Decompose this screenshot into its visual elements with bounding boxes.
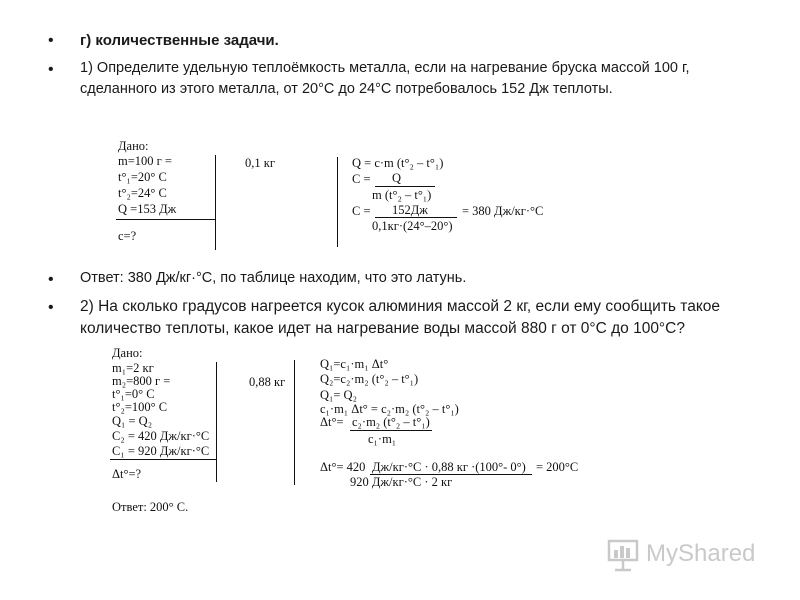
problem-2-text: 2) На сколько градусов нагреется кусок алюминия массой 2 кг, если ему сообщить такое количество теплоты, какое идет на нагревание воды массой 880 г от 0°С до 100°С? (80, 298, 721, 337)
formula-4: c₁·m₁ Δt° = c₂·m₂ (t°₂ – t°₁) (320, 402, 459, 416)
formula-6-result: = 200°С (536, 460, 579, 474)
presentation-icon (606, 536, 642, 572)
given-t2: t°₂=100° С (112, 400, 168, 414)
formula-3-result: = 380 Дж/кг·°С (462, 204, 544, 218)
formula-1: Q₁=c₁·m₁ Δt° (320, 357, 389, 371)
formula-5-den: c₁·m₁ (368, 432, 397, 446)
bullet: • (48, 271, 54, 288)
bullet: • (48, 32, 54, 49)
given-c1: C₁ = 920 Дж/кг·°С (112, 444, 210, 458)
given-t1: t°₁=20° С (118, 170, 167, 184)
formula-3: Q₁= Q₂ (320, 388, 357, 402)
bullet: • (48, 299, 54, 316)
given-t1: t°₁=0° С (112, 387, 155, 401)
formula-5-lhs: Δt°= (320, 415, 344, 429)
formula-6-num: Дж/кг·°С · 0,88 кг ·(100°- 0°) (372, 460, 526, 474)
given-m1: m₁=2 кг (112, 361, 154, 375)
given-heat-equal: Q₁ = Q₂ (112, 414, 153, 428)
formula-2: Q₂=c₂·m₂ (t°₂ – t°₁) (320, 372, 419, 386)
problem-1-text: 1) Определите удельную теплоёмкость металла, если на нагревание бруска массой 100 г, сделанного из этого металла, от 20°С до 24°С потребовалось 152 Дж теплоты. (80, 60, 690, 97)
formula-2-lhs: С = (352, 172, 371, 186)
given-c2: C₂ = 420 Дж/кг·°С (112, 429, 210, 443)
find-label: Δt°=? (112, 467, 142, 481)
given-t2: t°₂=24° С (118, 186, 167, 200)
formula-3-den: 0,1кг·(24°–20°) (372, 219, 453, 233)
given-label: Дано: (112, 346, 143, 360)
formula-2-den: m (t°₂ – t°₁) (372, 188, 432, 202)
formula-5-num: c₂·m₂ (t°₂ – t°₁) (352, 415, 430, 429)
section-heading: г) количественные задачи. (80, 32, 279, 49)
answer-2-text: Ответ: 200° С. (112, 500, 189, 514)
given-label: Дано: (118, 139, 149, 153)
formula-2-num: Q (392, 171, 402, 185)
formula-3-lhs: С = (352, 204, 371, 218)
find-label: с=? (118, 229, 137, 243)
formula-6-lhs: Δt°= 420 (320, 460, 366, 474)
myshared-logo (606, 536, 766, 572)
si-value: 0,88 кг (249, 375, 286, 389)
formula-6-den: 920 Дж/кг·°С · 2 кг (350, 475, 453, 489)
formula-3-num: 152Дж (392, 203, 428, 217)
formula-1: Q = c·m (t°₂ – t°₁) (352, 156, 444, 170)
answer-1-text: Ответ: 380 Дж/кг·°С, по таблице находим, что это латунь. (80, 270, 467, 286)
si-value: 0,1 кг (245, 156, 275, 170)
given-m2: m₂=800 г = (112, 374, 171, 388)
bullet: • (48, 61, 54, 78)
given-heat: Q =153 Дж (118, 202, 177, 216)
logo-text: MyShared (646, 540, 756, 567)
given-mass: m=100 г = (118, 154, 172, 168)
